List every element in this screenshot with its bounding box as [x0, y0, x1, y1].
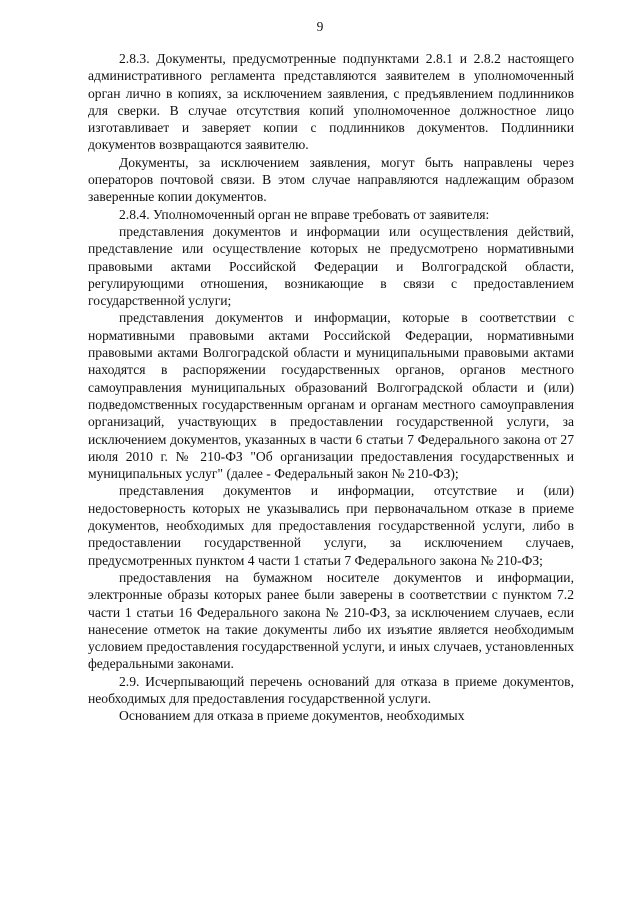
paragraph-refusal-grounds: Основанием для отказа в приеме документов, необходимых	[119, 708, 465, 724]
page-number: 9	[316, 19, 324, 34]
list-item-paper-documents: предоставления на бумажном носителе документов и информации, электронные образы которых ранее были заверены в соответствии с пунктом 7.2 части 1 статьи 16 Федерального закона № 210-ФЗ, за исключением случаев, если нанесение отметок на такие документы либо их изъятие является необходимым условием предоставления государственной услуги, и иных случаев, установленных федеральными законами.	[88, 569, 574, 672]
paragraph-2-9: 2.9. Исчерпывающий перечень оснований для отказа в приеме документов, необходимых для предоставления государственной услуги.	[88, 673, 574, 706]
list-item-actions-not-required: представления документов и информации или осуществления действий, представление или осуществление которых не предусмотрено нормативными правовыми актами Российской Федерации и Волгоградской области, регулирующими отношения, возникающие в связи с предоставлением государственной услуги;	[88, 223, 574, 309]
paragraph-2-8-3: 2.8.3. Документы, предусмотренные подпунктами 2.8.1 и 2.8.2 настоящего административного регламента представляются заявителем в уполномоченный орган лично в копиях, за исключением заявления, с предъявлением подлинников для сверки. В случае отсутствия копий уполномоченное должностное лицо изготавливает и заверяет копии с подлинников документов. Подлинники документов возвращаются заявителю.	[88, 51, 574, 153]
list-item-previously-not-indicated: представления документов и информации, отсутствие и (или) недостоверность которых не указывались при первоначальном отказе в приеме документов, необходимых для предоставления государственной услуги, либо в предоставлении государственной услуги, за исключением случаев, предусмотренных пунктом 4 части 1 статьи 7 Федерального закона № 210-ФЗ;	[88, 483, 574, 568]
paragraph-postal-documents: Документы, за исключением заявления, могут быть направлены через операторов почтовой связи. В этом случае направляются надлежащим образом заверенные копии документов.	[88, 154, 574, 205]
paragraph-2-8-4: 2.8.4. Уполномоченный орган не вправе требовать от заявителя:	[119, 206, 490, 222]
document-body	[88, 50, 574, 725]
list-item-documents-in-possession: представления документов и информации, которые в соответствии с нормативными правовыми актами Российской Федерации, нормативными правовыми актами Волгоградской области и муниципальными правовыми актами находятся в распоряжении государственных органов, органов местного самоуправления муниципальных образований Волгоградской области и (или) подведомственных государственным органам и органам местного самоуправления организаций, участвующих в предоставлении государственной услуги, за исключением документов, указанных в части 6 статьи 7 Федерального закона от 27 июля 2010 г. № 210-ФЗ "Об организации предоставления государственных и муниципальных услуг" (далее - Федеральный закон № 210-ФЗ);	[88, 310, 574, 482]
